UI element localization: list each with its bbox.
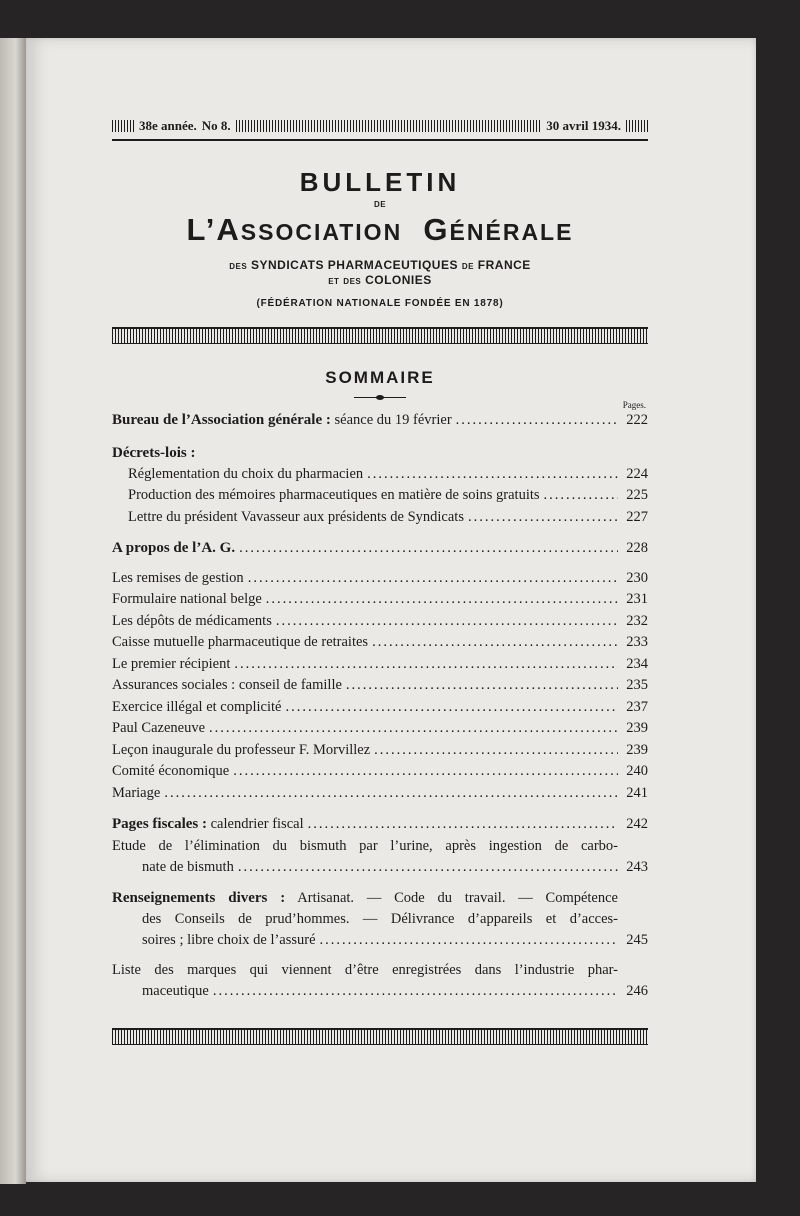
toc-label: Assurances sociales : conseil de famille — [112, 677, 342, 693]
masthead-hatch — [626, 120, 648, 132]
sub2-colonies: COLONIES — [365, 273, 432, 287]
title-main-g: G — [423, 212, 450, 247]
subtitle-line-2 — [112, 273, 648, 287]
toc-label: Formulaire national belge — [112, 591, 262, 607]
toc-page: 231 — [626, 591, 648, 607]
toc-row — [112, 507, 648, 529]
toc-page: 224 — [626, 465, 648, 482]
title-main-a: A — [216, 212, 241, 247]
masthead-year: 38e année. — [139, 118, 197, 133]
toc-page: 230 — [626, 569, 648, 586]
masthead-date: 30 avril 1934. — [546, 118, 621, 133]
toc-label: Les remises de gestion — [112, 569, 244, 586]
toc-row — [112, 611, 648, 633]
masthead — [112, 118, 648, 134]
toc-row — [112, 485, 648, 507]
document-page — [26, 38, 756, 1182]
toc-page: 233 — [626, 634, 648, 650]
toc-fiscales-bold: Pages fiscales : — [112, 816, 207, 832]
toc-page: 245 — [626, 932, 648, 948]
title-main-prefix: L’ — [186, 212, 217, 247]
toc-row — [112, 632, 648, 654]
pages-label: Pages. — [622, 400, 646, 410]
toc-bureau-bold: Bureau de l’Association générale : — [112, 412, 331, 428]
toc-row — [112, 464, 648, 486]
toc-page: 243 — [626, 858, 648, 875]
masthead-hatch — [112, 120, 134, 132]
title-bulletin: BULLETIN — [299, 167, 461, 197]
toc-label: Lettre du président Vavasseur aux présidents de Syndicats — [128, 508, 464, 525]
toc-row — [112, 740, 648, 762]
toc-row-renseignements — [112, 930, 648, 952]
toc-etude-line1: Etude de l’élimination du bismuth par l’urine, après ingestion de carbo- — [112, 837, 618, 854]
toc-row-liste — [112, 981, 648, 1003]
subtitle-line-1 — [112, 258, 648, 272]
toc-label: Leçon inaugurale du professeur F. Morvillez — [112, 741, 371, 758]
sub1-france: FRANCE — [477, 258, 531, 272]
toc-page: 240 — [626, 763, 648, 779]
toc-page: 241 — [626, 784, 648, 801]
toc-page: 242 — [626, 816, 648, 832]
toc-row — [112, 568, 648, 590]
sub2-des: DES — [343, 277, 362, 286]
toc-page: 234 — [626, 655, 648, 672]
toc-label: Exercice illégal et complicité — [112, 698, 282, 715]
toc-row — [112, 783, 648, 805]
toc-page: 232 — [626, 612, 648, 629]
toc-row — [112, 697, 648, 719]
toc-label: nate de bismuth — [142, 858, 234, 875]
facing-page-edge — [0, 38, 26, 1184]
title-main-g-rest: ÉNÉRALE — [449, 219, 574, 245]
toc-page: 227 — [626, 508, 648, 525]
sub1-text: SYNDICATS PHARMACEUTIQUES — [251, 258, 458, 272]
toc-row-etude — [112, 857, 648, 879]
toc-renseignements-rest: Artisanat. — Code du travail. — Compétence — [285, 890, 618, 906]
toc-row-fiscales — [112, 814, 648, 836]
toc-page: 228 — [626, 540, 648, 556]
toc-label: Production des mémoires pharmaceutiques en matière de soins gratuits — [128, 487, 540, 503]
toc-row — [112, 718, 648, 740]
toc-label: Réglementation du choix du pharmacien — [128, 465, 364, 482]
ornament-divider — [112, 388, 648, 398]
toc-page: 246 — [626, 982, 648, 999]
toc-label: Les dépôts de médicaments — [112, 612, 272, 629]
toc-row — [112, 589, 648, 611]
title-main-a-rest: SSOCIATION — [240, 219, 403, 245]
toc-row — [112, 675, 648, 697]
toc-label: maceutique — [142, 982, 209, 999]
toc-page: 237 — [626, 698, 648, 715]
sub2-et: ET — [328, 277, 340, 286]
toc-renseignements-line2: des Conseils de prud’hommes. — Délivrance d’appareils et d’acces- — [142, 911, 618, 927]
toc-row-bureau — [112, 410, 648, 432]
masthead-number: No 8. — [201, 118, 231, 133]
masthead-hatch — [236, 120, 542, 132]
sub1-des: DES — [229, 262, 248, 271]
toc-fiscales-rest: calendrier fiscal — [206, 816, 304, 832]
toc-row — [112, 761, 648, 783]
toc-row-apropos — [112, 538, 648, 560]
sub1-de: DE — [461, 262, 474, 271]
toc-label: Paul Cazeneuve — [112, 720, 206, 736]
toc-liste-line1: Liste des marques qui viennent d’être enregistrées dans l’industrie phar- — [112, 961, 618, 978]
toc-label: Caisse mutuelle pharmaceutique de retraites — [112, 634, 369, 650]
toc-renseignements-line1 — [112, 888, 648, 909]
toc-bureau-rest: séance du 19 février — [330, 412, 452, 428]
toc-renseignements-bold: Renseignements divers : — [112, 890, 286, 906]
toc-page: 225 — [626, 487, 648, 503]
toc-page: 222 — [626, 412, 648, 428]
toc-label: soires ; libre choix de l’assuré — [142, 932, 316, 948]
toc-label: Mariage — [112, 784, 161, 801]
toc-page: 235 — [626, 677, 648, 693]
masthead-rule — [112, 139, 648, 141]
decorative-band-bottom — [112, 1028, 648, 1045]
sommaire-heading: SOMMAIRE — [325, 368, 435, 387]
toc-decrets-heading: Décrets-lois : — [112, 444, 196, 461]
decorative-band — [112, 327, 648, 344]
toc-row — [112, 654, 648, 676]
toc-page: 239 — [626, 720, 648, 736]
title-de: DE — [373, 200, 387, 209]
toc-apropos-bold: A propos de l’A. G. — [112, 540, 236, 556]
page-content — [112, 118, 648, 1045]
toc-page: 239 — [626, 741, 648, 758]
toc-label: Le premier récipient — [112, 655, 231, 672]
table-of-contents — [112, 410, 648, 1002]
title-main — [112, 212, 648, 248]
toc-label: Comité économique — [112, 763, 230, 779]
subtitle-federation: (FÉDÉRATION NATIONALE FONDÉE EN 1878) — [256, 298, 504, 309]
